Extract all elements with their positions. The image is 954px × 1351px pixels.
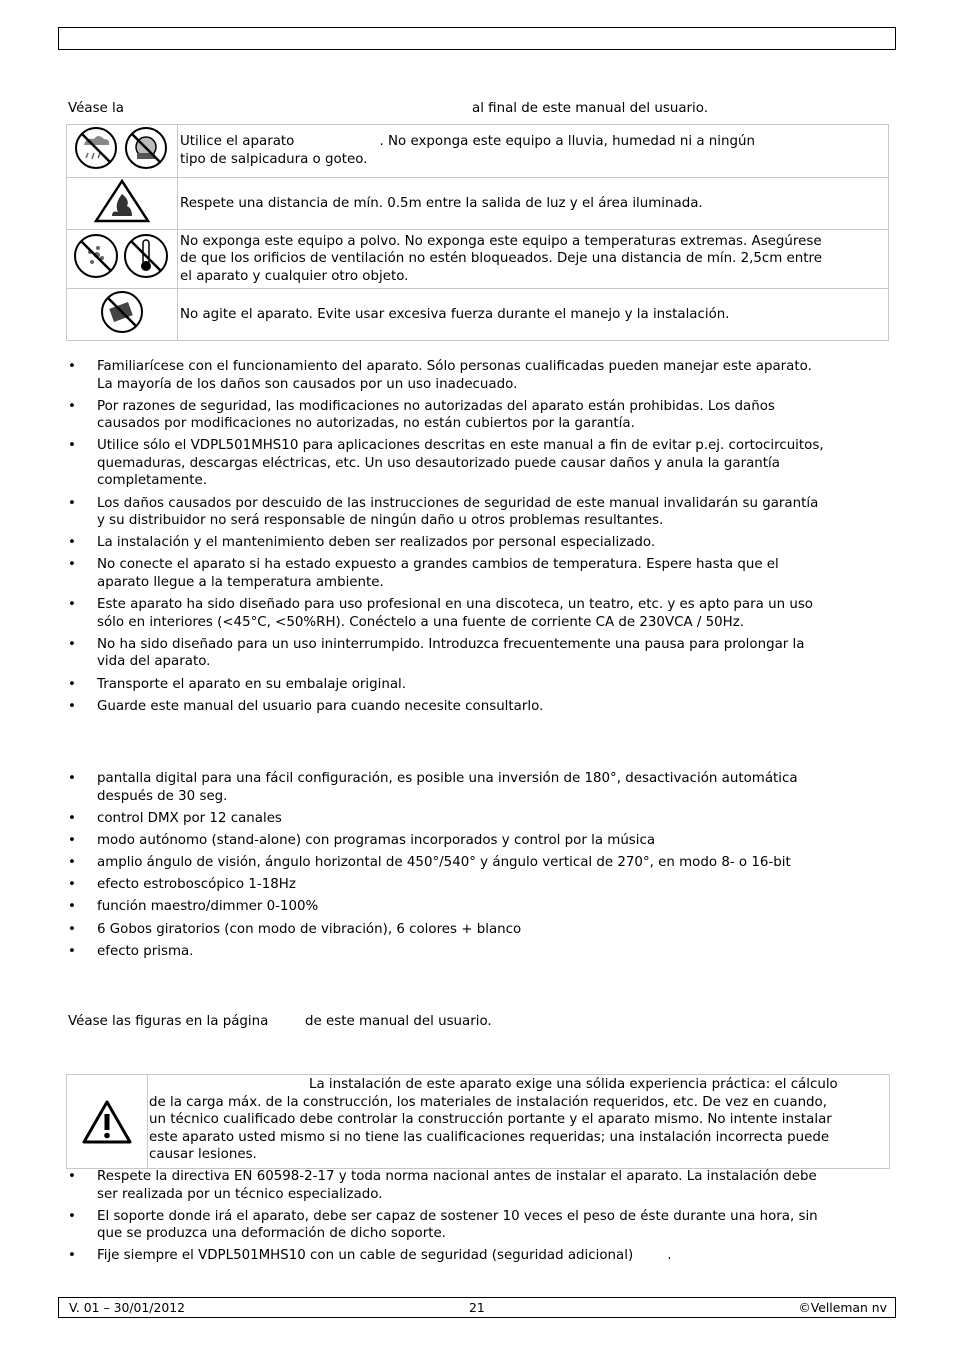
- page-header-box: [58, 27, 896, 50]
- no-rain-icon: [76, 128, 116, 168]
- list-item: • Guarde este manual del usuario para cuando necesite consultarlo.: [68, 698, 824, 716]
- list-item: • 6 Gobos giratorios (con modo de vibración), 6 colores + blanco: [68, 921, 798, 939]
- flammable-warning-icon: [96, 181, 148, 221]
- safety-icon-table: [66, 124, 889, 341]
- list-item: • Por razones de seguridad, las modificaciones no autorizadas del aparato están prohibidas. Los daños causados por modificaciones no autorizadas, no están cubiertos por la garantía.: [68, 398, 824, 433]
- safety-row: [67, 125, 889, 178]
- safety-text-line: de que los orificios de ventilación no estén bloqueados. Deje una distancia de mín. 2,5cm entre: [180, 251, 822, 266]
- safety-text-line: Utilice el aparato . No exponga este equipo a lluvia, humedad ni a ningún: [180, 134, 755, 150]
- intro-text-tail: al final de este manual del usuario.: [472, 101, 708, 116]
- figures-note: Véase las figuras en la página: [68, 1014, 269, 1029]
- list-item: • Los daños causados por descuido de las instrucciones de seguridad de este manual invalidarán su garantía y su distribuidor no será responsable de ningún daño u otros problemas resultantes.: [68, 495, 824, 530]
- safety-icon-cell: [67, 230, 178, 289]
- safety-text-line: Respete una distancia de mín. 0.5m entre la salida de luz y el área iluminada.: [180, 195, 703, 211]
- safety-text-cell: [178, 125, 889, 178]
- safety-icon-cell: [67, 177, 178, 230]
- footer-copyright: ©Velleman nv: [798, 1300, 887, 1315]
- list-item: • modo autónomo (stand-alone) con programas incorporados y control por la música: [68, 832, 798, 850]
- footer-version: V. 01 – 30/01/2012: [69, 1300, 186, 1315]
- safety-row: [67, 288, 889, 341]
- no-shaking-icon: [102, 292, 142, 332]
- list-item: • No conecte el aparato si ha estado expuesto a grandes cambios de temperatura. Espere hasta que el aparato llegue a la temperatura ambiente.: [68, 556, 824, 591]
- no-dripping-icon: [126, 128, 166, 168]
- list-item: • amplio ángulo de visión, ángulo horizontal de 450°/540° y ángulo vertical de 270°, en modo 8- o 16-bit: [68, 854, 798, 872]
- no-extreme-temperature-icon: [125, 235, 167, 277]
- footer-page-number: 21: [469, 1300, 485, 1315]
- guidelines-list: [68, 358, 824, 720]
- safety-text-cell: [178, 288, 889, 341]
- safety-text-line: No agite el aparato. Evite usar excesiva fuerza durante el manejo y la instalación.: [180, 306, 730, 322]
- list-item: • efecto prisma.: [68, 943, 798, 961]
- page-footer: [58, 1297, 896, 1318]
- installation-warning-text: La instalación de este aparato exige una sólida experiencia práctica: el cálculo de la carga máx. de la construcción, los materiales de instalación requeridos, etc. De vez en cuando, un técnico cualificado debe controlar la construcción portante y el aparato mismo. No intente instalar este aparato usted mismo si no tiene las cualificaciones requeridas; una instalación incorrecta puede causar lesiones.: [149, 1077, 838, 1162]
- safety-text-line: tipo de salpicadura o goteo.: [180, 151, 368, 167]
- figures-note-tail: de este manual del usuario.: [305, 1014, 492, 1029]
- safety-text-line: el aparato y cualquier otro objeto.: [180, 268, 409, 284]
- list-item: • Utilice sólo el VDPL501MHS10 para aplicaciones descritas en este manual a fin de evitar p.ej. cortocircuitos, quemaduras, descargas eléctricas, etc. Un uso desautorizado puede causar daños y anula la garantía completamente.: [68, 437, 824, 490]
- list-item: • El soporte donde irá el aparato, debe ser capaz de sostener 10 veces el peso de éste durante una hora, sin que se produzca una deformación de dicho soporte.: [68, 1208, 818, 1243]
- list-item: • Este aparato ha sido diseñado para uso profesional en una discoteca, un teatro, etc. y es apto para un uso sólo en interiores (<45°C, <50%RH). Conéctelo a una fuente de corriente CA de 230VCA / 50Hz.: [68, 596, 824, 631]
- no-dust-icon: [75, 235, 117, 277]
- intro-text: Véase la: [68, 101, 124, 116]
- list-item: • Fije siempre el VDPL501MHS10 con un cable de seguridad (seguridad adicional) .: [68, 1247, 818, 1265]
- list-item: • pantalla digital para una fácil configuración, es posible una inversión de 180°, desactivación automática después de 30 seg.: [68, 770, 798, 805]
- installation-steps-list: [68, 1168, 818, 1270]
- warning-triangle-icon: [81, 1099, 133, 1145]
- safety-text-cell: [178, 177, 889, 230]
- list-item: • Familiarícese con el funcionamiento del aparato. Sólo personas cualificadas pueden manejar este aparato. La mayoría de los daños son causados por un uso inadecuado.: [68, 358, 824, 393]
- installation-warning-box: [66, 1074, 890, 1169]
- list-item: • función maestro/dimmer 0-100%: [68, 898, 798, 916]
- list-item: • Respete la directiva EN 60598-2-17 y toda norma nacional antes de instalar el aparato. La instalación debe ser realizada por un técnico especializado.: [68, 1168, 818, 1203]
- safety-row: [67, 177, 889, 230]
- list-item: • control DMX por 12 canales: [68, 810, 798, 828]
- warning-icon-cell: [67, 1075, 148, 1168]
- safety-text-line: No exponga este equipo a polvo. No exponga este equipo a temperaturas extremas. Asegúrese: [180, 233, 822, 249]
- safety-icon-cell: [67, 125, 178, 178]
- list-item: • Transporte el aparato en su embalaje original.: [68, 676, 824, 694]
- list-item: • La instalación y el mantenimiento deben ser realizados por personal especializado.: [68, 534, 824, 552]
- features-list: [68, 770, 798, 965]
- safety-text-cell: [178, 230, 889, 289]
- list-item: • No ha sido diseñado para un uso ininterrumpido. Introduzca frecuentemente una pausa para prolongar la vida del aparato.: [68, 636, 824, 671]
- safety-icon-cell: [67, 288, 178, 341]
- safety-row: [67, 230, 889, 289]
- list-item: • efecto estroboscópico 1-18Hz: [68, 876, 798, 894]
